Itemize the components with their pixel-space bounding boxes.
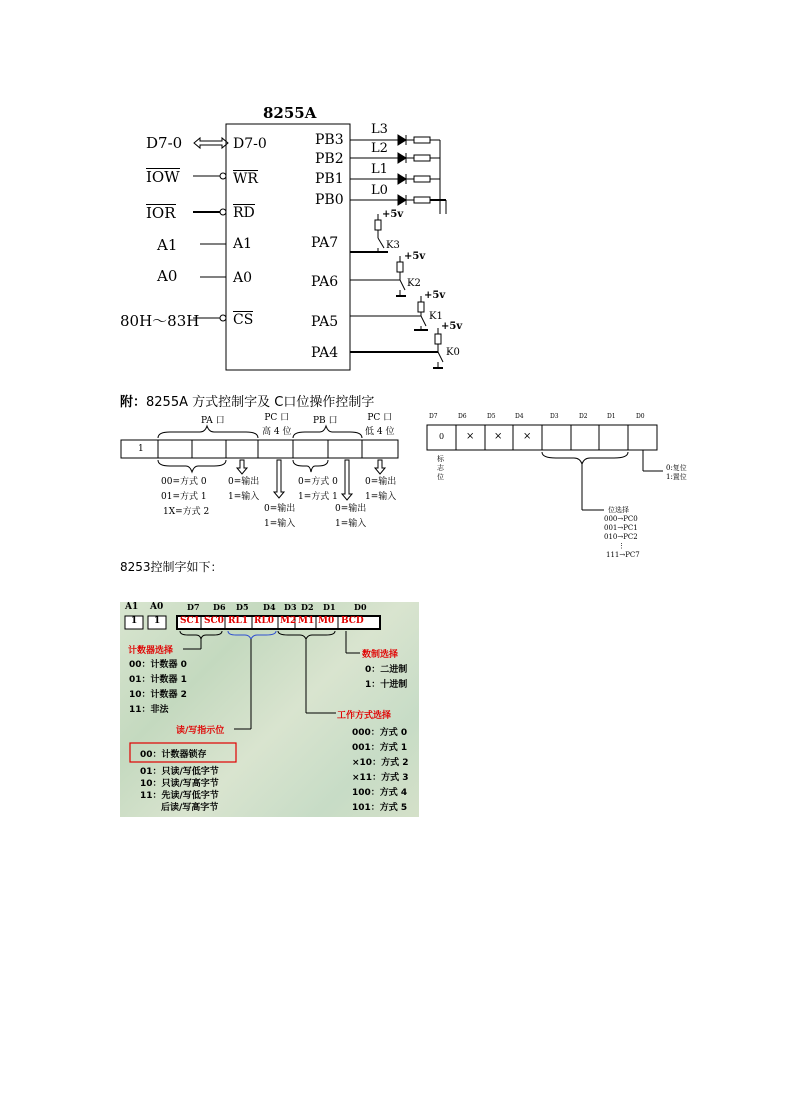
pcl-io-0: 0=输出	[365, 477, 397, 487]
chip-pin-a0: A0	[233, 270, 253, 286]
counter-row: 00：计数器 0	[129, 660, 187, 670]
group-pc-high: PC 口 高 4 位	[262, 413, 292, 437]
rw-title: 读/写指示位	[176, 726, 225, 736]
numsys-row: 1：十进制	[365, 680, 408, 690]
switch-k2: K2	[407, 278, 421, 289]
bit-select-row: 111→PC7	[606, 551, 640, 559]
cw-bit-d6: D6	[213, 602, 226, 612]
bit-d4: D4	[515, 413, 524, 420]
switch-k0: K0	[446, 347, 460, 358]
field-m0: M0	[318, 616, 335, 626]
cw-bit-d5: D5	[236, 602, 249, 612]
bit-select-row: 010→PC2	[604, 533, 638, 541]
switch-k1: K1	[429, 311, 443, 322]
signal-a1: A1	[157, 236, 178, 254]
rw-row: 01：只读/写低字节	[140, 767, 219, 777]
pb-mode-0: 0=方式 0	[298, 477, 338, 487]
d0-set: 1:置位	[666, 473, 687, 481]
signal-address-range: 80H～83H	[120, 312, 200, 330]
bit-d1: D1	[607, 413, 616, 420]
pin-pb3: PB3	[315, 132, 344, 148]
led-l1: L1	[371, 162, 388, 177]
cw-bit-d2: D2	[301, 602, 314, 612]
pin-pa6: PA6	[311, 274, 339, 290]
bit-select-title: 位选择	[608, 506, 629, 514]
bit-d3: D3	[550, 413, 559, 420]
mode-row: ×11：方式 3	[352, 773, 409, 783]
cell-d4: ×	[523, 431, 532, 442]
note-text: 8255A 方式控制字及 C口位操作控制字	[146, 395, 375, 410]
numsys-rows	[365, 663, 407, 693]
bit-select-row: ⋮	[618, 542, 625, 550]
vcc-k1: +5v	[424, 290, 446, 301]
switch-k3: K3	[386, 240, 400, 251]
bit-select-rows	[604, 515, 640, 560]
mode-first-bit: 1	[138, 444, 144, 454]
mode-row: 001：方式 1	[352, 743, 408, 753]
pb-io-0: 0=输出	[335, 504, 367, 514]
chip-pin-wr: WR	[233, 171, 258, 187]
field-sc1: SC1	[180, 616, 200, 626]
group-pc-low: PC 口 低 4 位	[365, 413, 395, 437]
bit-select-row: 001→PC1	[604, 524, 638, 532]
cell-d5: ×	[494, 431, 503, 442]
mode-select-rows	[352, 726, 408, 816]
flag-bit-label: 标 志 位	[437, 455, 444, 481]
group-pa: PA 口	[201, 416, 225, 426]
chip-pin-cs: CS	[233, 312, 254, 328]
vcc-k2: +5v	[404, 251, 426, 262]
counter-select-rows	[129, 658, 187, 718]
bit-d0: D0	[636, 413, 645, 420]
rw-row: 11：先读/写低字节	[140, 791, 219, 801]
counter-row: 10：计数器 2	[129, 690, 187, 700]
addr-label-a1: A1	[125, 602, 139, 612]
bit-d6: D6	[458, 413, 467, 420]
numsys-row: 0：二进制	[365, 665, 408, 675]
bit-d2: D2	[579, 413, 588, 420]
led-l0: L0	[371, 183, 388, 198]
pcl-io-1: 1=输入	[365, 492, 397, 502]
pa-mode-2: 1X=方式 2	[163, 507, 210, 517]
cw-bit-d0: D0	[354, 602, 367, 612]
counter-row: 01：计数器 1	[129, 675, 187, 685]
note-prefix: 附：	[120, 395, 147, 410]
mode-row: 100：方式 4	[352, 788, 408, 798]
bit-d5: D5	[487, 413, 496, 420]
vcc-k3: +5v	[382, 209, 404, 220]
cell-d7: 0	[439, 432, 445, 441]
mode-row: ×10：方式 2	[352, 758, 409, 768]
pin-pa7: PA7	[311, 235, 339, 251]
bit-select-row: 000→PC0	[604, 515, 638, 523]
signal-ior: IOR	[146, 204, 176, 222]
mode-row: 000：方式 0	[352, 728, 408, 738]
addr-label-a0: A0	[150, 602, 164, 612]
pa-mode-0: 00=方式 0	[161, 477, 207, 487]
cw-bit-d3: D3	[284, 602, 297, 612]
pa-mode-1: 01=方式 1	[161, 492, 207, 502]
pb-mode-1: 1=方式 1	[298, 492, 338, 502]
counter-select-title: 计数器选择	[128, 646, 174, 656]
pin-pa4: PA4	[311, 345, 339, 361]
field-rl1: RL1	[228, 616, 249, 626]
rw-rows	[140, 766, 219, 814]
pin-pb0: PB0	[315, 192, 344, 208]
signal-a0: A0	[157, 267, 178, 285]
group-pb: PB 口	[313, 416, 338, 426]
chip-pin-a1: A1	[233, 236, 253, 252]
addr-value-a1: 1	[131, 616, 138, 626]
pch-io-0: 0=输出	[264, 504, 296, 514]
led-l3: L3	[371, 122, 388, 137]
chip-title: 8255A	[263, 104, 317, 122]
signal-iow: IOW	[146, 168, 180, 186]
field-m1: M1	[298, 616, 315, 626]
field-rl0: RL0	[254, 616, 275, 626]
mode-row: 101：方式 5	[352, 803, 408, 813]
pa-io-1: 1=输入	[228, 492, 260, 502]
chip-pin-d70: D7-0	[233, 136, 267, 152]
counter-row: 11：非法	[129, 705, 169, 715]
pin-pa5: PA5	[311, 314, 339, 330]
field-sc0: SC0	[204, 616, 224, 626]
rw-boxed: 00：计数器锁存	[140, 750, 207, 760]
pch-io-1: 1=输入	[264, 519, 296, 529]
field-m2: M2	[280, 616, 297, 626]
bit-d7: D7	[429, 413, 438, 420]
numsys-title: 数制选择	[362, 650, 399, 660]
cw-bit-d7: D7	[187, 602, 200, 612]
pa-io-0: 0=输出	[228, 477, 260, 487]
rw-row: 后读/写高字节	[161, 803, 219, 813]
chip-pin-rd: RD	[233, 205, 255, 221]
mode-select-title: 工作方式选择	[337, 711, 392, 721]
pb-io-1: 1=输入	[335, 519, 367, 529]
d0-desc	[666, 464, 687, 482]
pin-pb2: PB2	[315, 151, 344, 167]
addr-value-a0: 1	[154, 616, 161, 626]
vcc-k0: +5v	[441, 321, 463, 332]
pin-pb1: PB1	[315, 171, 344, 187]
cw-bit-d1: D1	[323, 602, 336, 612]
signal-d70: D7-0	[146, 134, 183, 152]
note-8253-control-word: 8253控制字如下：	[120, 560, 223, 574]
figure-8253-control-word	[120, 602, 419, 817]
rw-row: 10：只读/写高字节	[140, 779, 219, 789]
led-l2: L2	[371, 141, 388, 156]
field-bcd: BCD	[341, 616, 364, 626]
d0-reset: 0:复位	[666, 464, 687, 472]
cw-bit-d4: D4	[263, 602, 276, 612]
cell-d6: ×	[466, 431, 475, 442]
